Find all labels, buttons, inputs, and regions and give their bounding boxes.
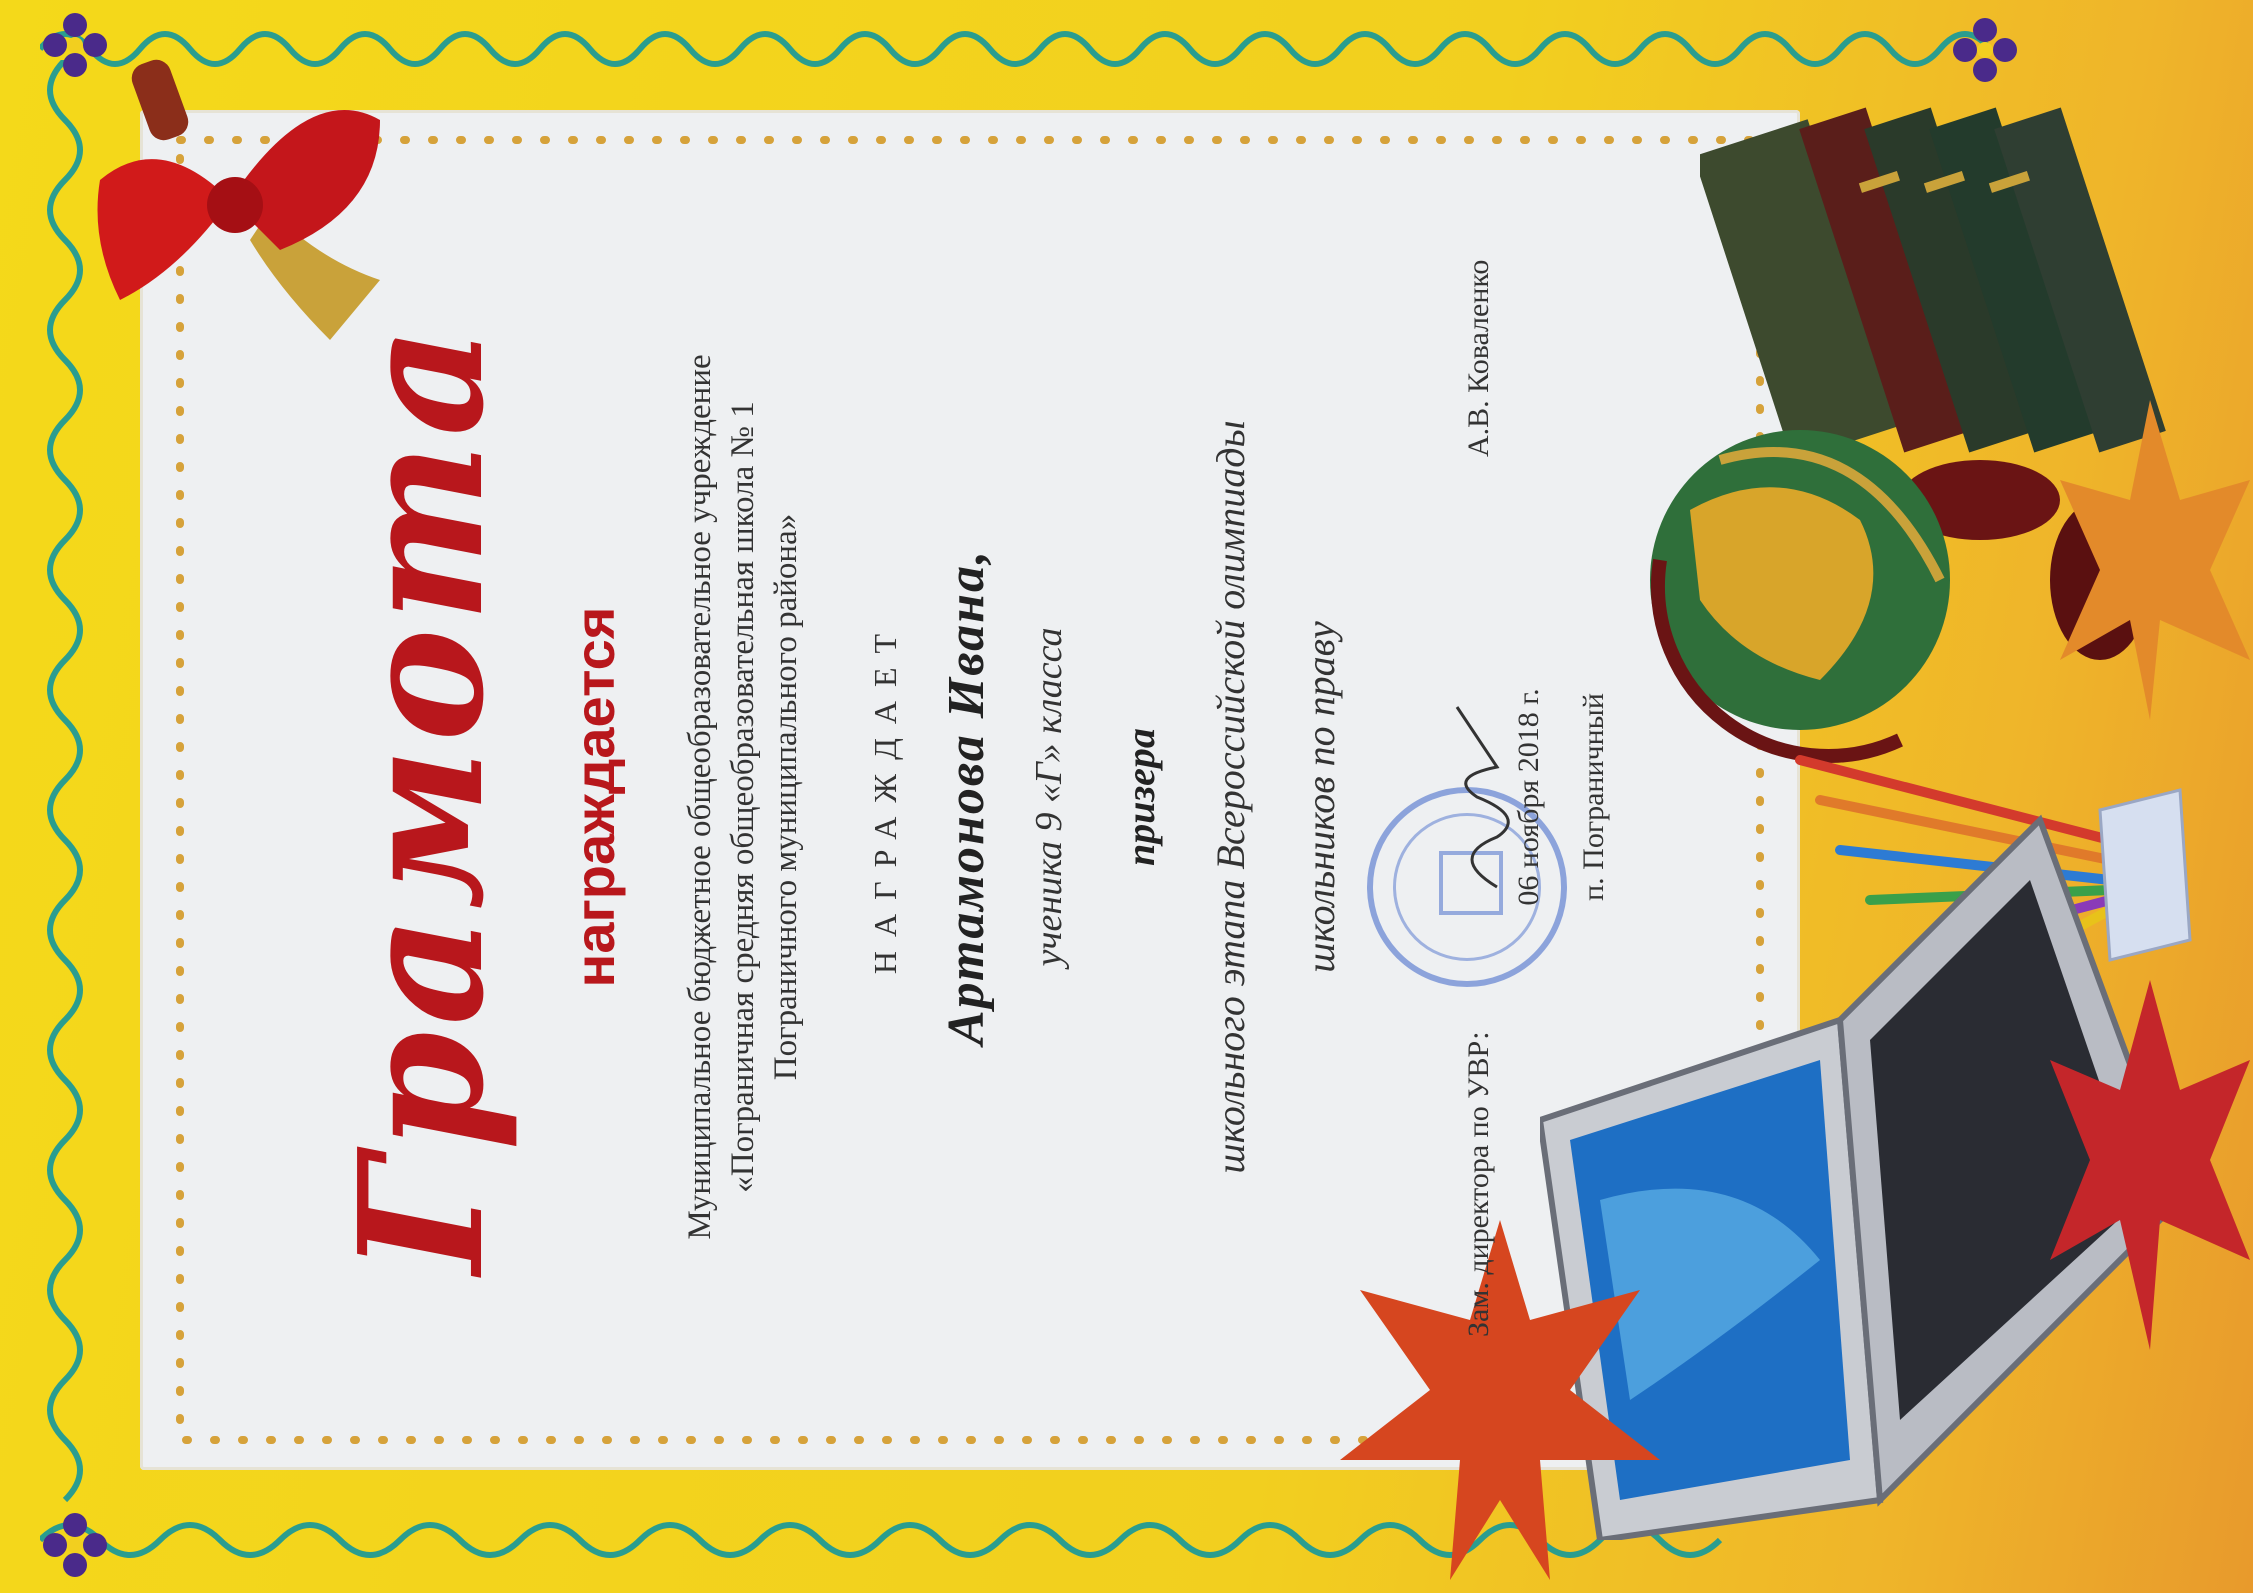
flower-icon	[1950, 15, 2020, 85]
institution-line-1: Муниципальное бюджетное общеобразовательное учреждение	[681, 353, 718, 1240]
maple-leaf-icon	[2040, 960, 2253, 1360]
signatory-title: Зам. директора по УВР:	[1461, 1030, 1495, 1337]
flower-icon	[40, 1510, 110, 1580]
locality: п. Пограничный	[1576, 692, 1610, 901]
institution-line-2: «Пограничная средняя общеобразовательная школа № 1	[724, 400, 761, 1193]
signatory-name: А.В. Коваленко	[1461, 259, 1495, 457]
maple-leaf-icon	[2050, 380, 2253, 730]
certificate-subtitle: награждается	[562, 606, 626, 987]
award-place: призера	[1117, 727, 1163, 866]
certificate-title: Грамота	[321, 319, 522, 1274]
recipient-name: Артамонова Ивана,	[937, 548, 995, 1045]
certificate-content	[321, 137, 1927, 1457]
recipient-grade: ученика 9 «Г» класса	[1027, 627, 1070, 966]
event-line-1: школьного этапа Всероссийской олимпиады	[1207, 419, 1253, 1174]
event-line-2: школьников по праву	[1297, 620, 1343, 973]
awards-label: НАГРАЖДАЕТ	[866, 619, 903, 974]
issue-date: 06 ноября 2018 г.	[1511, 687, 1545, 906]
institution-line-3: Пограничного муниципального района»	[767, 513, 804, 1080]
